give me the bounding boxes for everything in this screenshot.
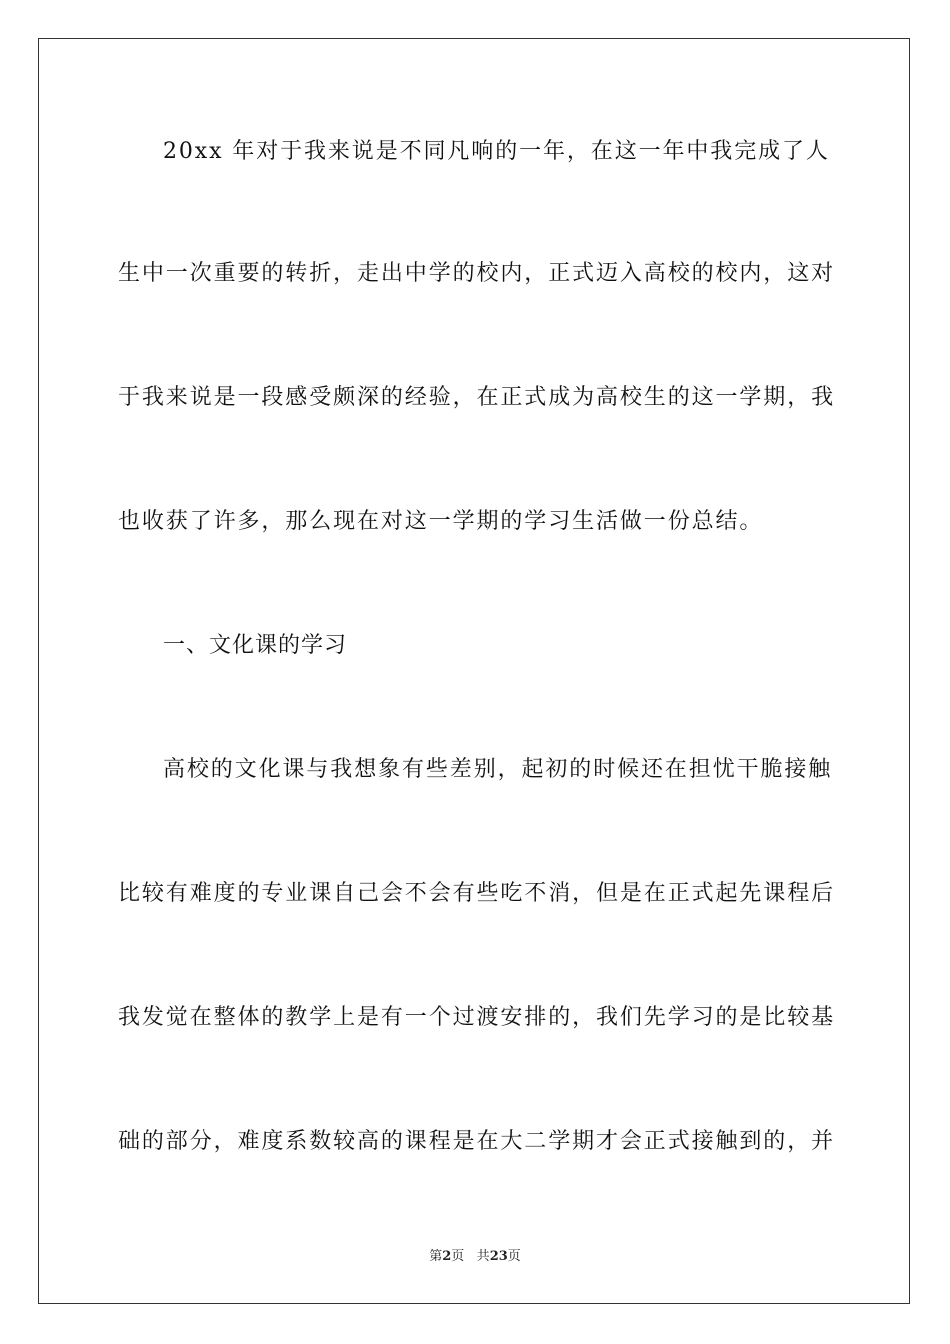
page-footer: [0, 1248, 950, 1266]
footer-total-suffix: 页: [507, 1249, 521, 1264]
current-page-number: 2: [442, 1249, 452, 1264]
footer-page-suffix: 页: [451, 1249, 465, 1264]
footer-total-prefix: 共: [476, 1249, 490, 1264]
paragraph-2-line-3: 我发觉在整体的教学上是有一个过渡安排的，我们先学习的是比较基: [118, 1005, 836, 1030]
paragraph-1-line-1: 20xx 年对于我来说是不同凡响的一年，在这一年中我完成了人: [163, 139, 830, 164]
paragraph-1-line-2: 生中一次重要的转折，走出中学的校内，正式迈入高校的校内，这对: [118, 261, 836, 286]
page-border: [38, 38, 910, 1304]
section-heading: 一、文化课的学习: [163, 633, 348, 658]
paragraph-2-line-1: 高校的文化课与我想象有些差别，起初的时候还在担忧干脆接触: [163, 757, 833, 782]
paragraph-2-line-2: 比较有难度的专业课自己会不会有些吃不消，但是在正式起先课程后: [118, 881, 836, 906]
footer-prefix: 第: [429, 1249, 443, 1264]
total-page-count: 23: [489, 1249, 508, 1264]
paragraph-1-line-3: 于我来说是一段感受颇深的经验，在正式成为高校生的这一学期，我: [118, 385, 836, 410]
paragraph-2-line-4: 础的部分，难度系数较高的课程是在大二学期才会正式接触到的，并: [118, 1129, 836, 1154]
paragraph-1-line-4: 也收获了许多，那么现在对这一学期的学习生活做一份总结。: [118, 509, 764, 534]
